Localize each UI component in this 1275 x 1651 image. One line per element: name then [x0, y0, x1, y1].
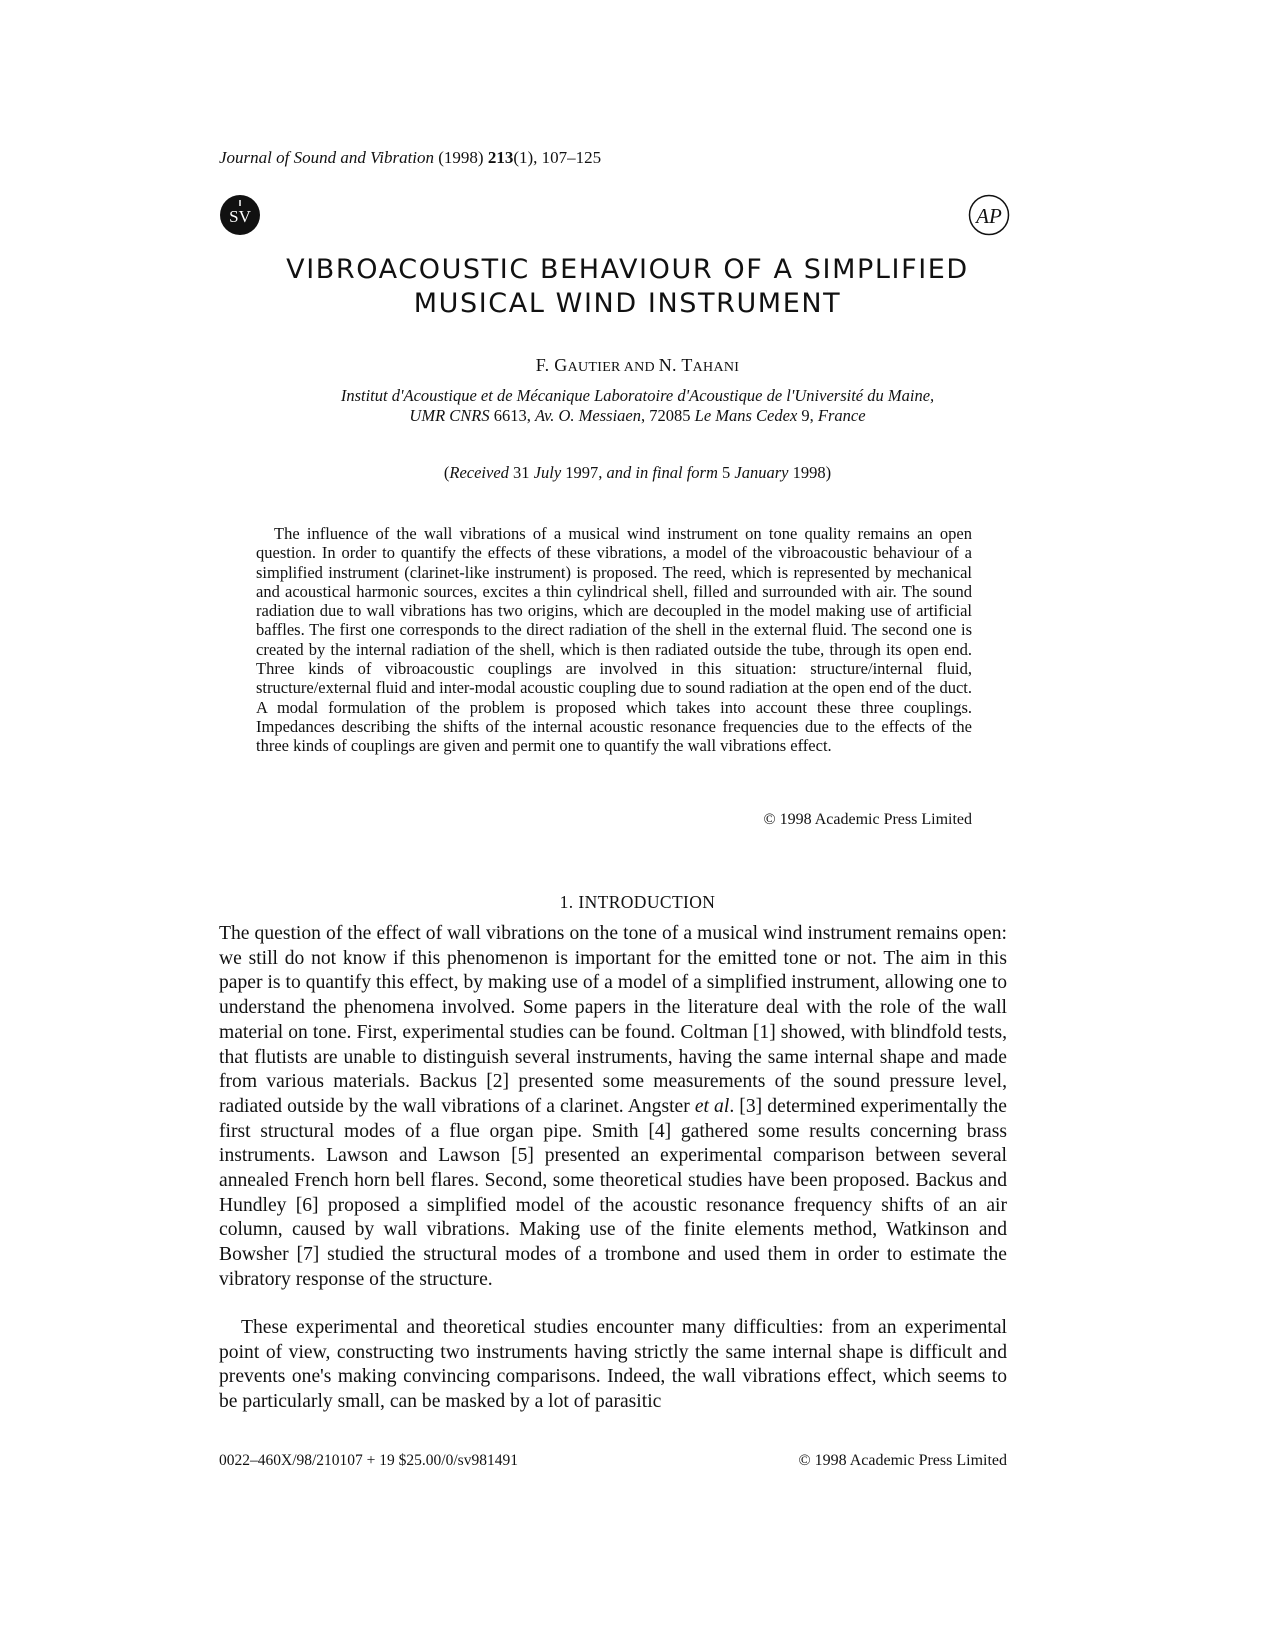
received-month-1: July [533, 463, 562, 482]
author-1-initial: F. [535, 355, 555, 375]
body-p1-part-b: . [3] determined experimentally the first structural modes of a flue organ pipe. Smith [4] gathered some results concerning brass instruments. Lawson and Lawson [5] presented an experimental comparison between several annealed French horn bell flares. Second, some theoretical studies have been proposed. Backus and Hundley [6] proposed a simplified model of the acoustic resonance frequency shifts of an air column, caused by wall vibrations. Making use of the finite elements method, Watkinson and Bowsher [7] studied the structural modes of a trombone and used them in order to estimate the vibratory response of the structure. [219, 1095, 1007, 1290]
journal-name: Journal of Sound and Vibration [219, 148, 435, 167]
journal-issue-pages: (1), 107–125 [513, 148, 602, 167]
author-1-surname-initial: G [554, 355, 568, 375]
received-final-words: and in final form [606, 463, 718, 482]
author-2-surname-initial: T [681, 355, 693, 375]
affil-country: France [817, 406, 866, 425]
author-2-surname: AHANI [692, 360, 740, 375]
received-dates [0, 463, 1275, 483]
body-p1-etal: et al [694, 1095, 730, 1117]
paper-title-line-2: MUSICAL WIND INSTRUMENT [413, 288, 842, 319]
affiliation-line-2 [0, 406, 1275, 426]
received-word: Received [449, 463, 509, 482]
received-year-2: 1998) [788, 463, 832, 482]
footer-code: 0022–460X/98/210107 + 19 $25.00/0/sv981491 [219, 1452, 518, 1469]
journal-year: (1998) [438, 148, 484, 167]
author-2-initial: N. [658, 355, 682, 375]
footer-copyright: © 1998 Academic Press Limited [798, 1452, 1007, 1469]
received-day-1: 31 [508, 463, 534, 482]
affil-street: Av. O. Messiaen [535, 406, 642, 425]
received-month-2: January [734, 463, 789, 482]
body-paragraph-2: These experimental and theoretical studies encounter many difficulties: from an experimental point of view, constructing two instruments having strictly the same internal shape is difficult and prevents one's making convincing comparisons. Indeed, the wall vibrations effect, which seems to be particularly small, can be masked by a lot of parasitic [219, 1317, 1007, 1413]
author-list [0, 355, 1275, 376]
affil-postcode: , 72085 [641, 406, 695, 425]
received-year-1: 1997, [561, 463, 607, 482]
paper-title-line-1: VIBROACOUSTIC BEHAVIOUR OF A SIMPLIFIED [286, 254, 969, 285]
body-paragraph-1 [219, 922, 1007, 1293]
abstract-text: The influence of the wall vibrations of a musical wind instrument on tone quality remains an open question. In order to quantify the effects of these vibrations, a model of the vibroacoustic behaviour of a simplified instrument (clarinet-like instrument) is proposed. The reed, which is represented by mechanical and acoustical harmonic sources, excites a thin cylindrical shell, filled and surrounded with air. The sound radiation due to wall vibrations has two origins, which are decoupled in the model making use of artificial baffles. The first one corresponds to the direct radiation of the shell in the external fluid. The second one is created by the internal radiation of the shell, which is then radiated outside the tube, through its open end. Three kinds of vibroacoustic couplings are involved in this situation: structure/internal fluid, structure/external fluid and inter-modal acoustic coupling due to sound radiation at the open end of the duct. A modal formulation of the problem is proposed which takes into account these three couplings. Impedances describing the shifts of the internal acoustic resonance frequencies due to the effects of the three kinds of couplings are given and permit one to quantify the wall vibrations effect. [256, 524, 972, 756]
received-open: ( [443, 463, 450, 482]
affil-cedex: 9, [797, 406, 818, 425]
author-1-surname: AUTIER [567, 360, 621, 375]
body-p1-part-a: The question of the effect of wall vibrations on the tone of a musical wind instrument remains open: we still do not know if this phenomenon is important for the emitted tone or not. The aim in this paper is to quantify this effect, by making use of a model of a simplified instrument, allowing one to understand the phenomena involved. Some papers in the literature deal with the role of the wall material on tone. First, experimental studies can be found. Coltman [1] showed, with blindfold tests, that flutists are unable to distinguish several instruments, having the same internal shape and made from various materials. Backus [2] presented some measurements of the sound pressure level, radiated outside by the wall vibrations of a clarinet. Angster [219, 923, 1007, 1117]
received-day-2: 5 [717, 463, 735, 482]
journal-volume: 213 [487, 148, 514, 167]
sv-logo-icon [219, 194, 261, 236]
ap-logo-icon [968, 194, 1010, 236]
affil-city: Le Mans Cedex [694, 406, 798, 425]
affil-umr: UMR CNRS [409, 406, 490, 425]
sv-logo-text: SV [229, 207, 251, 226]
ap-logo-text: AP [976, 204, 1002, 228]
journal-citation [219, 148, 601, 168]
affil-number: 6613, [489, 406, 535, 425]
abstract-copyright: © 1998 Academic Press Limited [763, 811, 972, 828]
author-conjunction: AND [620, 360, 659, 375]
section-heading: 1. INTRODUCTION [559, 892, 716, 912]
affiliation-line-1: Institut d'Acoustique et de Mécanique Laboratoire d'Acoustique de l'Université du Maine, [340, 386, 935, 405]
